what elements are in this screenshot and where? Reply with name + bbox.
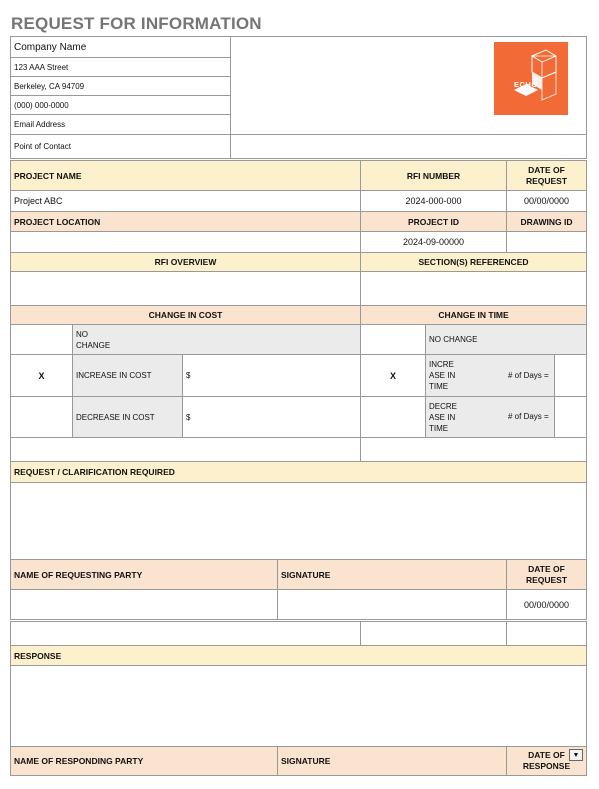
time-increase-days-field[interactable]: [554, 354, 587, 397]
responding-party-label: NAME OF RESPONDING PARTY: [10, 746, 278, 776]
blank-row2-a[interactable]: [10, 621, 361, 646]
time-no-change-label: NO CHANGE: [425, 324, 587, 355]
request-clarification-field[interactable]: [10, 482, 587, 560]
cost-decrease-checkbox[interactable]: [10, 396, 73, 438]
time-decrease-checkbox[interactable]: [360, 396, 426, 438]
blank-row-right[interactable]: [360, 437, 587, 462]
cost-decrease-label: DECREASE IN COST: [72, 396, 183, 438]
company-email[interactable]: Email Address: [10, 114, 231, 135]
cost-increase-checkbox[interactable]: X: [10, 354, 73, 397]
change-in-time-label: CHANGE IN TIME: [360, 305, 587, 325]
rfi-overview-field[interactable]: [10, 271, 361, 306]
project-id-field[interactable]: 2024-09-00000: [360, 231, 507, 253]
logo-cubes-icon: [494, 42, 568, 115]
time-decrease-label: DECRE ASE IN TIME: [425, 396, 555, 438]
requesting-party-field[interactable]: [10, 589, 278, 620]
logo-text: ECHO: [514, 80, 538, 89]
drawing-id-field[interactable]: [506, 231, 587, 253]
company-city[interactable]: Berkeley, CA 94709: [10, 76, 231, 96]
time-increase-checkbox[interactable]: X: [360, 354, 426, 397]
page-title: REQUEST FOR INFORMATION: [11, 14, 262, 33]
echo-logo: [494, 42, 568, 115]
contact-value[interactable]: [230, 134, 587, 159]
date-of-request-field[interactable]: 00/00/0000: [506, 190, 587, 212]
project-name-label: PROJECT NAME: [10, 160, 361, 191]
time-increase-days-label: # of Days =: [508, 371, 549, 380]
request-date-field[interactable]: 00/00/0000: [506, 589, 587, 620]
project-id-label: PROJECT ID: [360, 211, 507, 232]
cost-increase-label: INCREASE IN COST: [72, 354, 183, 397]
drawing-id-label: DRAWING ID: [506, 211, 587, 232]
rfi-number-field[interactable]: 2024-000-000: [360, 190, 507, 212]
rfi-number-label: RFI NUMBER: [360, 160, 507, 191]
request-clarification-label: REQUEST / CLARIFICATION REQUIRED: [10, 461, 587, 483]
sections-referenced-field[interactable]: [360, 271, 587, 306]
project-location-label: PROJECT LOCATION: [10, 211, 361, 232]
company-street[interactable]: 123 AAA Street: [10, 57, 231, 77]
blank-row2-b[interactable]: [360, 621, 507, 646]
date-of-request-label: DATE OF REQUEST: [506, 160, 587, 191]
cost-no-change-label: NO CHANGE: [72, 324, 361, 355]
time-increase-label: INCRE ASE IN TIME: [425, 354, 555, 397]
project-location-field[interactable]: [10, 231, 361, 253]
request-date-label: DATE OF REQUEST: [506, 559, 587, 590]
time-decrease-days-label: # of Days =: [508, 412, 549, 421]
change-in-cost-label: CHANGE IN COST: [10, 305, 361, 325]
response-date-label: DATE OF RESPONSE: [506, 746, 587, 776]
sections-referenced-label: SECTION(S) REFERENCED: [360, 252, 587, 272]
time-no-change-checkbox[interactable]: [360, 324, 426, 355]
blank-row2-c[interactable]: [506, 621, 587, 646]
company-phone[interactable]: (000) 000-0000: [10, 95, 231, 115]
rfi-overview-label: RFI OVERVIEW: [10, 252, 361, 272]
requesting-signature-label: SIGNATURE: [277, 559, 507, 590]
response-label: RESPONSE: [10, 645, 587, 666]
company-name[interactable]: Company Name: [10, 36, 231, 58]
responding-signature-label: SIGNATURE: [277, 746, 507, 776]
cost-increase-amount[interactable]: $: [182, 354, 361, 397]
cost-decrease-amount[interactable]: $: [182, 396, 361, 438]
time-decrease-days-field[interactable]: [554, 396, 587, 438]
company-contact[interactable]: Point of Contact: [10, 134, 231, 159]
chevron-down-icon[interactable]: ▼: [569, 749, 583, 761]
requesting-signature-field[interactable]: [277, 589, 507, 620]
project-name-field[interactable]: Project ABC: [10, 190, 361, 212]
requesting-party-label: NAME OF REQUESTING PARTY: [10, 559, 278, 590]
cost-no-change-checkbox[interactable]: [10, 324, 73, 355]
response-field[interactable]: [10, 665, 587, 747]
blank-row-left[interactable]: [10, 437, 361, 462]
